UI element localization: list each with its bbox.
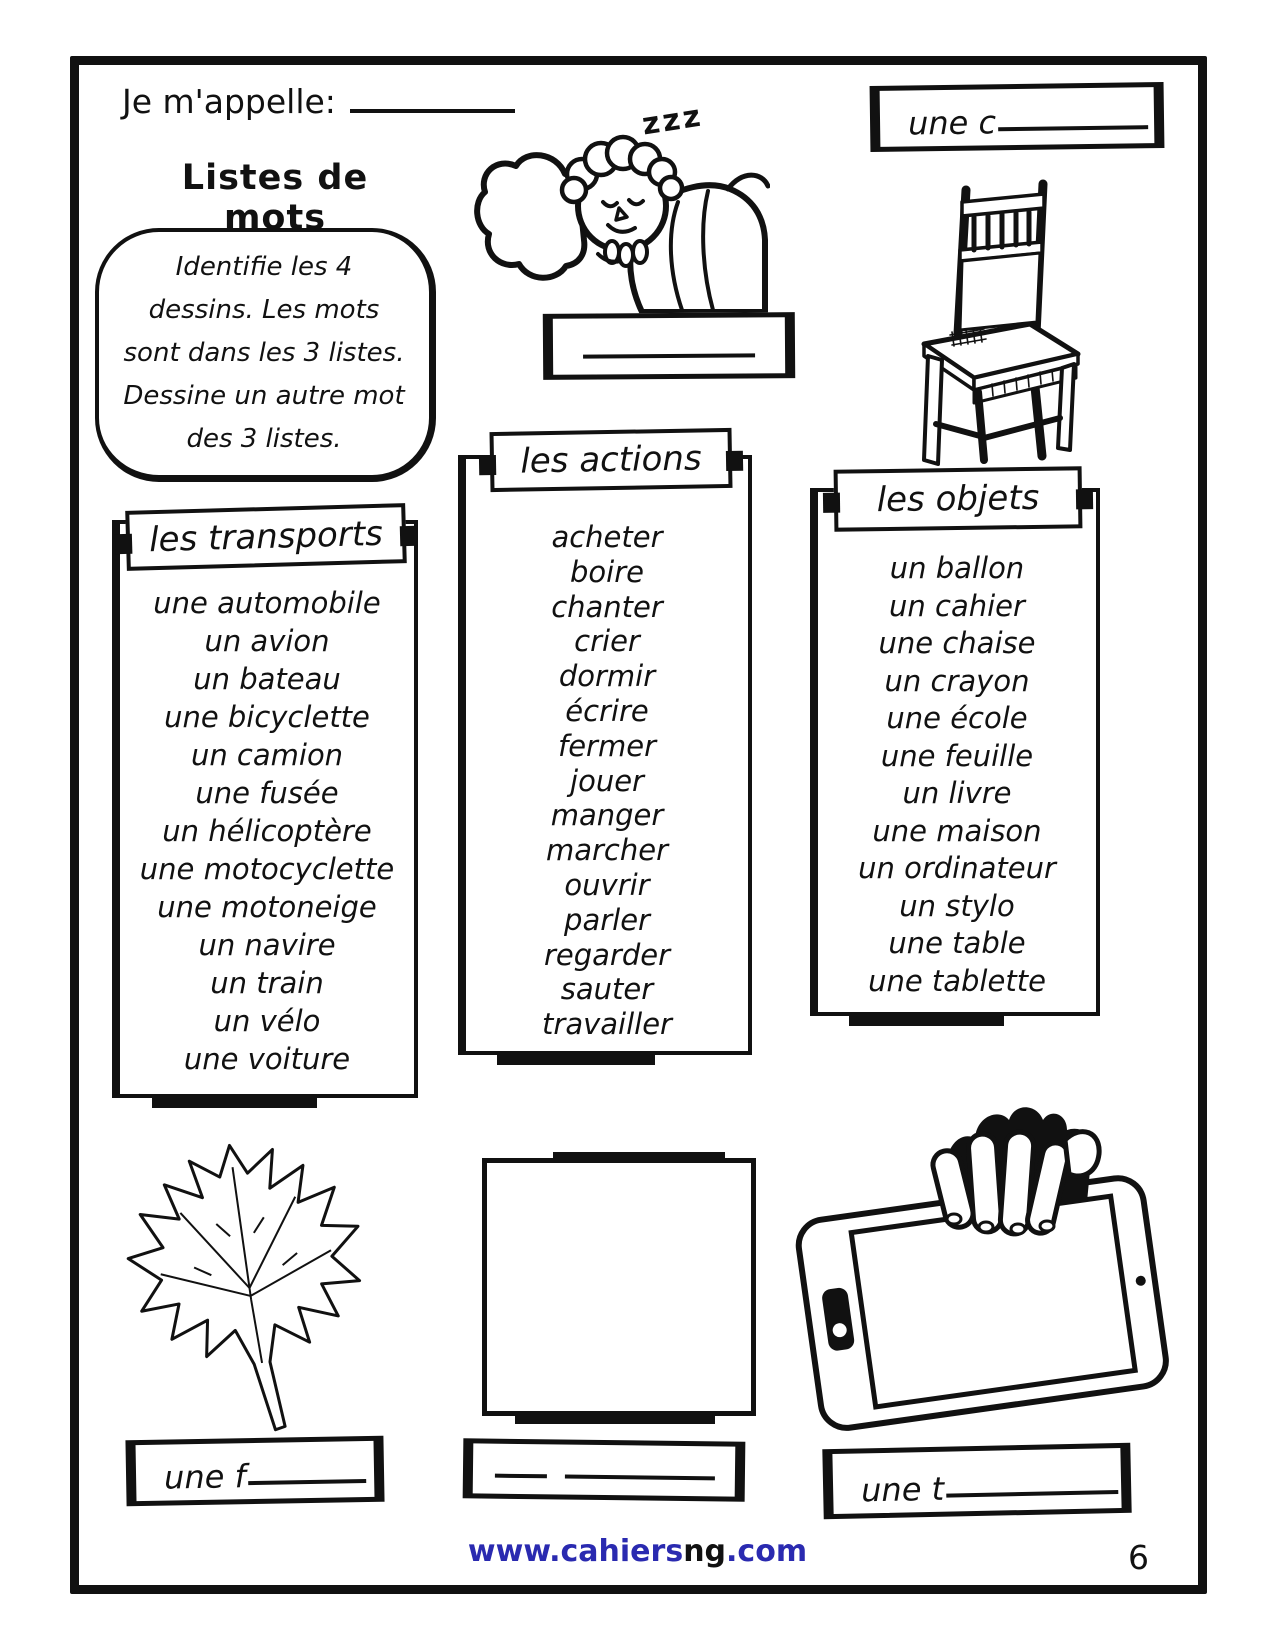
list-item: une table — [888, 926, 1026, 960]
list-item: un livre — [902, 776, 1012, 810]
list-objets — [810, 477, 1100, 1016]
list-item: un hélicoptère — [162, 814, 372, 848]
list-actions-items — [466, 520, 748, 1042]
leaf-blank-line[interactable] — [248, 1477, 366, 1485]
list-item: chanter — [551, 589, 663, 624]
list-item: une motoneige — [157, 890, 377, 924]
list-transports-title: les transports — [125, 503, 407, 571]
tablet-label-text: une t — [860, 1469, 945, 1510]
list-item: parler — [564, 902, 650, 937]
list-item: une bicyclette — [164, 700, 370, 734]
answer-box-tablet[interactable] — [822, 1443, 1131, 1519]
leaf-label-text: une f — [163, 1457, 247, 1497]
drawing-box-tab — [553, 1152, 725, 1162]
list-item: travailler — [542, 1007, 672, 1042]
tablet-blank-line[interactable] — [946, 1488, 1118, 1498]
list-item: écrire — [565, 693, 649, 728]
answer-box-drawing[interactable] — [463, 1438, 746, 1501]
instruction-line: dessins. Les mots — [148, 295, 380, 325]
list-item: ouvrir — [564, 867, 650, 902]
list-item: un avion — [204, 624, 330, 658]
drawing-box-tab — [515, 1412, 715, 1424]
tablet-in-hand-icon — [793, 1098, 1173, 1433]
footer-url-part2: ng — [683, 1534, 727, 1569]
chair-label-text: une c — [907, 103, 997, 143]
list-item: acheter — [551, 520, 663, 554]
list-item: jouer — [570, 763, 644, 798]
name-prompt-label: Je m'appelle: — [122, 82, 336, 121]
list-item: regarder — [543, 937, 671, 972]
list-item: marcher — [545, 833, 669, 868]
list-item: une fusée — [195, 776, 339, 810]
list-item: un bateau — [193, 662, 341, 696]
instruction-line: sont dans les 3 listes. — [123, 338, 405, 368]
instruction-line: Dessine un autre mot — [123, 381, 405, 411]
list-item: un navire — [198, 928, 336, 962]
list-item: un crayon — [884, 663, 1030, 698]
list-item: un stylo — [899, 888, 1015, 923]
list-item: un camion — [190, 738, 344, 772]
list-item: crier — [574, 624, 640, 659]
instruction-bubble — [95, 228, 436, 482]
list-transports — [112, 513, 418, 1098]
list-item: une automobile — [153, 586, 381, 620]
list-item: boire — [570, 554, 644, 589]
footer-url[interactable] — [0, 1534, 1275, 1569]
answer-box-sleeping[interactable] — [543, 312, 795, 380]
name-row — [122, 82, 515, 121]
list-item: un train — [210, 966, 324, 1000]
answer-box-chair[interactable] — [870, 82, 1165, 152]
page-title: Listes de mots — [181, 158, 369, 238]
sleeping-blank-line[interactable] — [583, 351, 755, 358]
word-blank-line[interactable] — [565, 1473, 715, 1481]
list-objets-items — [818, 550, 1096, 1000]
page-number: 6 — [1128, 1538, 1149, 1577]
list-item: fermer — [558, 728, 656, 763]
list-item: une chaise — [878, 626, 1036, 660]
list-item: une feuille — [880, 738, 1034, 773]
list-item: un cahier — [889, 588, 1025, 623]
list-item: une tablette — [868, 963, 1046, 998]
list-item: une voiture — [183, 1042, 351, 1076]
footer-url-part1: www.cahiers — [467, 1534, 684, 1569]
chair-blank-line[interactable] — [998, 123, 1148, 131]
list-actions-title: les actions — [489, 428, 732, 492]
list-item: un ordinateur — [858, 851, 1056, 885]
instruction-line: des 3 listes. — [186, 424, 342, 454]
list-item: une motocyclette — [139, 852, 395, 886]
list-transports-items — [120, 584, 414, 1078]
list-item: sauter — [560, 972, 654, 1007]
instruction-line: Identifie les 4 — [175, 252, 353, 282]
article-blank-line[interactable] — [495, 1472, 547, 1479]
list-item: un vélo — [213, 1004, 321, 1038]
list-item: une maison — [872, 813, 1042, 848]
list-item: manger — [550, 798, 664, 833]
list-actions — [458, 438, 752, 1055]
chair-icon — [912, 172, 1094, 472]
list-item: un ballon — [889, 551, 1025, 585]
list-item: une école — [886, 701, 1028, 735]
footer-url-part3: .com — [726, 1534, 808, 1569]
zzz-text: zzz — [639, 98, 706, 143]
maple-leaf-icon — [122, 1138, 377, 1438]
sleeping-person-icon — [470, 112, 770, 317]
answer-box-leaf[interactable] — [125, 1436, 384, 1506]
list-item: dormir — [558, 659, 656, 694]
drawing-box[interactable] — [482, 1158, 756, 1416]
list-objets-title: les objets — [834, 466, 1083, 531]
